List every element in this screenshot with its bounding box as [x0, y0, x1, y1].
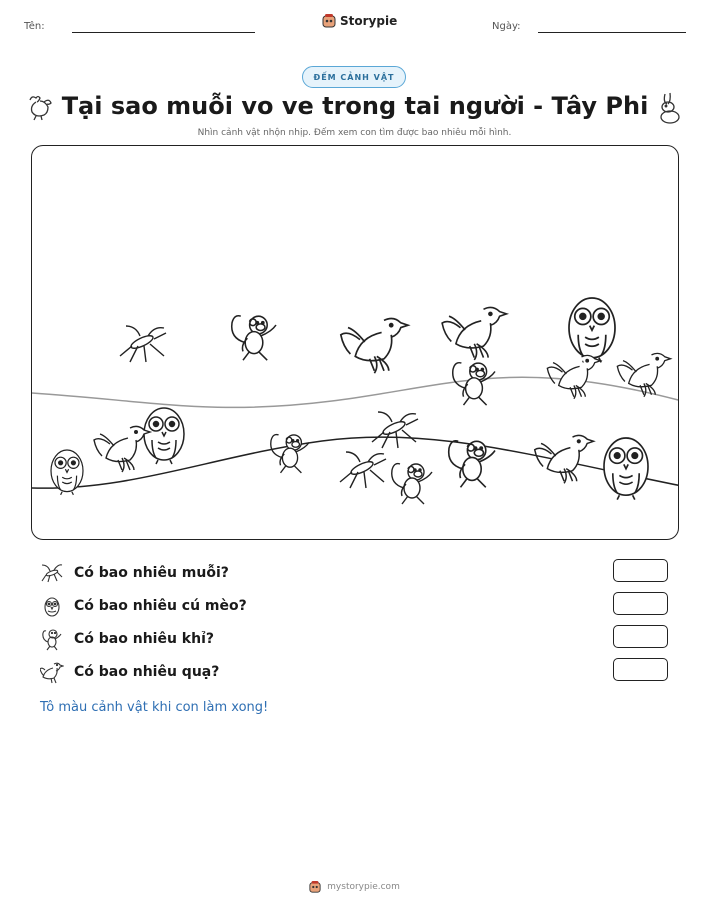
question-text: Có bao nhiêu khỉ?: [74, 631, 214, 647]
footer: [0, 880, 709, 894]
activity-badge: ĐẾM CẢNH VẬT: [302, 66, 406, 88]
footer-url[interactable]: mystorypie.com: [327, 882, 400, 892]
storypie-footer-logo-icon: [309, 880, 321, 894]
question-text: Có bao nhiêu cú mèo?: [74, 598, 247, 614]
question-monkey: [40, 626, 214, 652]
instructions: Nhìn cảnh vật nhộn nhịp. Đếm xem con tìm được bao nhiêu mỗi hình.: [197, 128, 512, 138]
counting-scene[interactable]: [31, 145, 679, 540]
name-field[interactable]: [72, 32, 255, 33]
page-title: Tại sao muỗi vo ve trong tai người - Tây Phi: [61, 92, 649, 120]
brand-logo: [322, 13, 397, 29]
coloring-note: Tô màu cảnh vật khi con làm xong!: [40, 700, 269, 715]
answer-box-crow[interactable]: [613, 658, 668, 681]
question-text: Có bao nhiêu muỗi?: [74, 565, 229, 581]
question-crow: [40, 659, 219, 685]
mosquito-icon: [40, 561, 64, 585]
date-label: Ngày:: [492, 21, 521, 32]
question-text: Có bao nhiêu quạ?: [74, 664, 220, 680]
question-owl: [40, 593, 247, 619]
storypie-logo-icon: [322, 13, 336, 29]
owl-icon: [40, 594, 64, 618]
date-field[interactable]: [538, 32, 686, 33]
brand-name: Storypie: [340, 14, 398, 28]
crow-icon: [40, 660, 64, 684]
question-mosquito: [40, 560, 229, 586]
name-label: Tên:: [24, 21, 45, 32]
answer-box-owl[interactable]: [613, 592, 668, 615]
monkey-icon: [40, 627, 64, 651]
scene-illustration: [32, 146, 679, 540]
rooster-icon: [22, 90, 54, 122]
answer-box-monkey[interactable]: [613, 625, 668, 648]
rabbit-icon: [654, 90, 684, 124]
answer-box-mosquito[interactable]: [613, 559, 668, 582]
